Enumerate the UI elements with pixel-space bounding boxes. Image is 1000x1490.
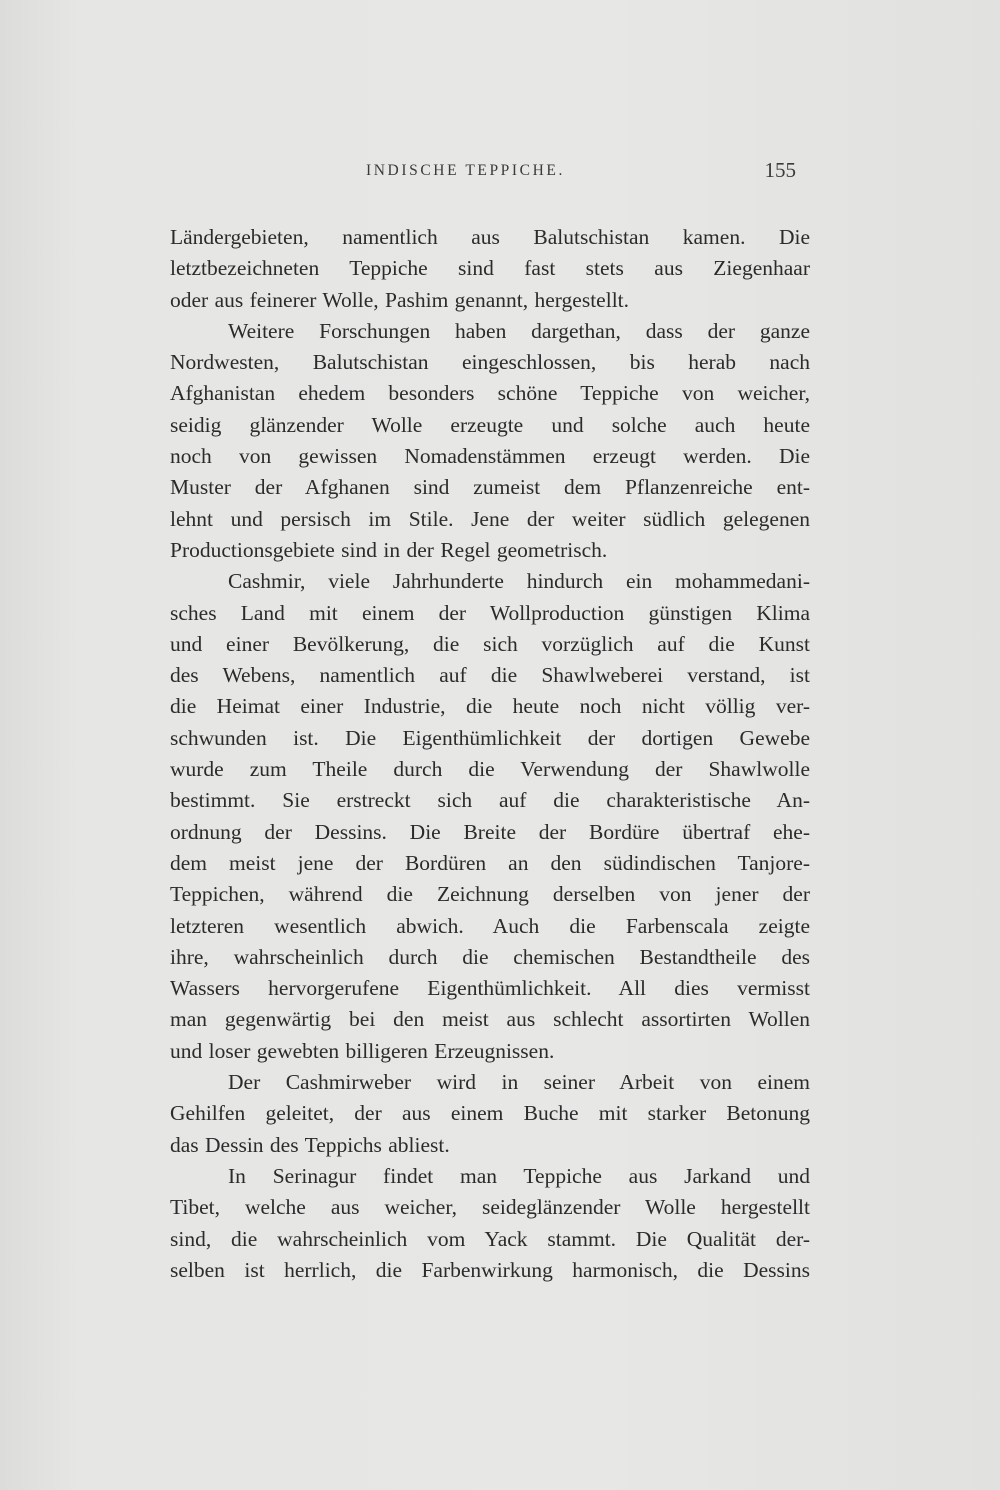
text-line: noch von gewissen Nomadenstämmen erzeugt werden. Die [170,444,810,469]
page-number: 155 [764,158,796,182]
text-line: Muster der Afghanen sind zumeist dem Pflanzenreiche ent- [170,475,810,500]
text-line: Gehilfen geleitet, der aus einem Buche mit starker Betonung [170,1101,810,1126]
text-line: Productionsgebiete sind in der Regel geometrisch. [170,537,608,562]
body-text [170,222,810,1286]
text-line: das Dessin des Teppichs abliest. [170,1132,450,1157]
text-line: wurde zum Theile durch die Verwendung der Shawlwolle [170,757,810,782]
text-line: Weitere Forschungen haben dargethan, dass der ganze [228,318,810,343]
text-line: des Webens, namentlich auf die Shawlweberei verstand, ist [170,663,810,688]
text-line: man gegenwärtig bei den meist aus schlecht assortirten Wollen [170,1007,810,1032]
text-line: Der Cashmirweber wird in seiner Arbeit von einem [228,1070,810,1095]
text-line: Cashmir, viele Jahrhunderte hindurch ein mohammedani- [228,569,810,594]
text-line: In Serinagur findet man Teppiche aus Jarkand und [228,1163,810,1188]
text-line: ihre, wahrscheinlich durch die chemischen Bestandtheile des [170,944,810,969]
text-line: Ländergebieten, namentlich aus Balutschistan kamen. Die [170,225,810,249]
text-line: sind, die wahrscheinlich vom Yack stammt. Die Qualität der- [170,1226,810,1251]
running-title: INDISCHE TEPPICHE. [366,162,565,179]
text-line: sches Land mit einem der Wollproduction günstigen Klima [170,600,810,625]
text-line: selben ist herrlich, die Farbenwirkung harmonisch, die Dessins [170,1257,810,1282]
text-line: dem meist jene der Bordüren an den südindischen Tanjore- [170,850,810,875]
text-line: Tibet, welche aus weicher, seideglänzender Wolle hergestellt [170,1195,810,1220]
text-line: Nordwesten, Balutschistan eingeschlossen, bis herab nach [170,350,810,375]
text-line: letzteren wesentlich abwich. Auch die Farbenscala zeigte [170,913,810,938]
text-line: lehnt und persisch im Stile. Jene der weiter südlich gelegenen [170,506,810,531]
text-line: Afghanistan ehedem besonders schöne Teppiche von weicher, [170,381,810,406]
text-line: Wassers hervorgerufene Eigenthümlichkeit. All dies vermisst [170,976,810,1001]
text-line: letztbezeichneten Teppiche sind fast stets aus Ziegenhaar [170,256,810,281]
text-line: ordnung der Dessins. Die Breite der Bordüre übertraf ehe- [170,819,810,844]
text-line: oder aus feinerer Wolle, Pashim genannt, hergestellt. [170,287,630,312]
text-line: Teppichen, während die Zeichnung derselben von jener der [170,882,810,907]
text-line: schwunden ist. Die Eigenthümlichkeit der dortigen Gewebe [170,725,810,750]
running-header [170,158,810,186]
text-line: seidig glänzender Wolle erzeugte und solche auch heute [170,412,810,437]
text-line: und einer Bevölkerung, die sich vorzüglich auf die Kunst [170,631,810,656]
text-line: bestimmt. Sie erstreckt sich auf die charakteristische An- [170,788,810,813]
text-line: und loser gewebten billigeren Erzeugnissen. [170,1038,555,1063]
text-line: die Heimat einer Industrie, die heute noch nicht völlig ver- [170,694,810,719]
